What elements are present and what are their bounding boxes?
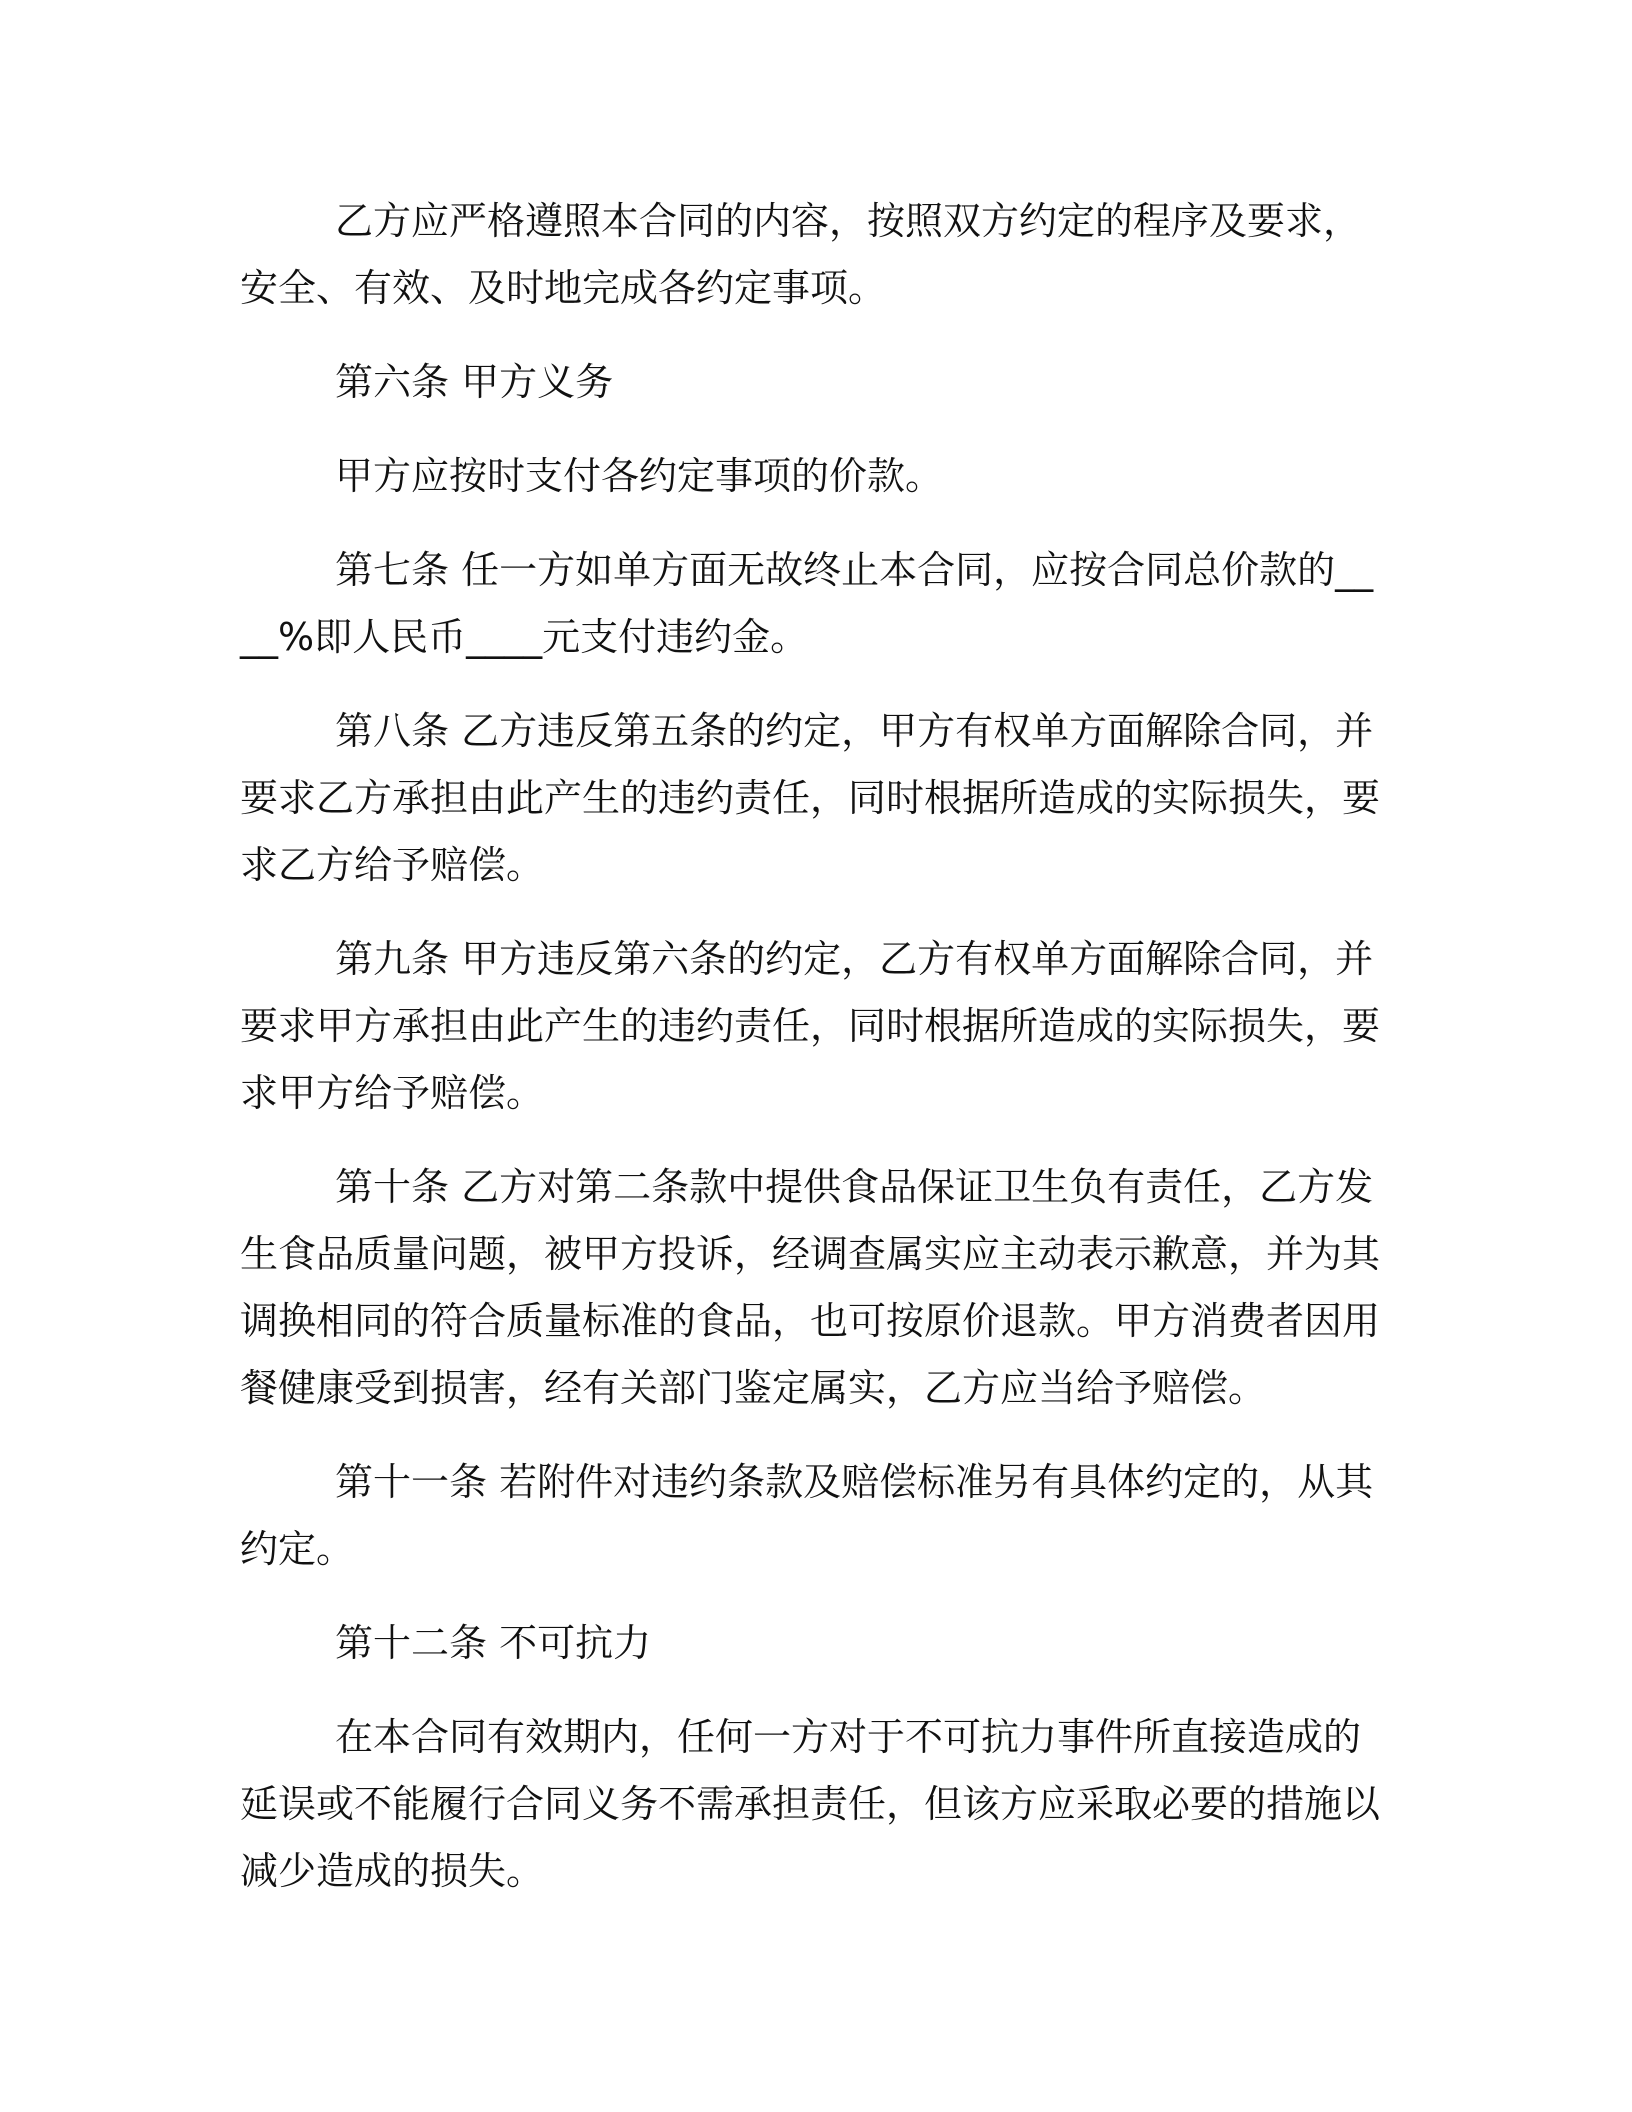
paragraph-obligation-of-party-a: 甲方应按时支付各约定事项的价款。 xyxy=(335,454,944,498)
article-12-heading: 第十二条 不可抗力 xyxy=(335,1621,652,1665)
article-6-heading: 第六条 甲方义务 xyxy=(335,360,614,404)
article-9-paragraph: 第九条 甲方违反第六条的约定，乙方有权单方面解除合同，并要求甲方承担由此产生的违约责任，同时根据所造成的实际损失，要求甲方给予赔偿。 xyxy=(240,937,1381,1115)
article-8-paragraph: 第八条 乙方违反第五条的约定，甲方有权单方面解除合同，并要求乙方承担由此产生的违约责任，同时根据所造成的实际损失，要求乙方给予赔偿。 xyxy=(240,709,1381,887)
paragraph-obligation-of-party-b: 乙方应严格遵照本合同的内容，按照双方约定的程序及要求，安全、有效、及时地完成各约定事项。 xyxy=(240,199,1362,310)
article-11-paragraph: 第十一条 若附件对违约条款及赔偿标准另有具体约定的，从其约定。 xyxy=(240,1460,1374,1571)
force-majeure-paragraph: 在本合同有效期内，任何一方对于不可抗力事件所直接造成的延误或不能履行合同义务不需承担责任，但该方应采取必要的措施以减少造成的损失。 xyxy=(240,1715,1381,1893)
contract-body xyxy=(240,188,1390,1932)
article-7-paragraph: 第七条 任一方如单方面无故终止本合同，应按合同总价款的____%即人民币____元支付违约金。 xyxy=(240,548,1374,659)
article-10-paragraph: 第十条 乙方对第二条款中提供食品保证卫生负有责任，乙方发生食品质量问题，被甲方投诉，经调查属实应主动表示歉意，并为其调换相同的符合质量标准的食品，也可按原价退款。甲方消费者因用餐健康受到损害，经有关部门鉴定属实，乙方应当给予赔偿。 xyxy=(240,1165,1381,1410)
